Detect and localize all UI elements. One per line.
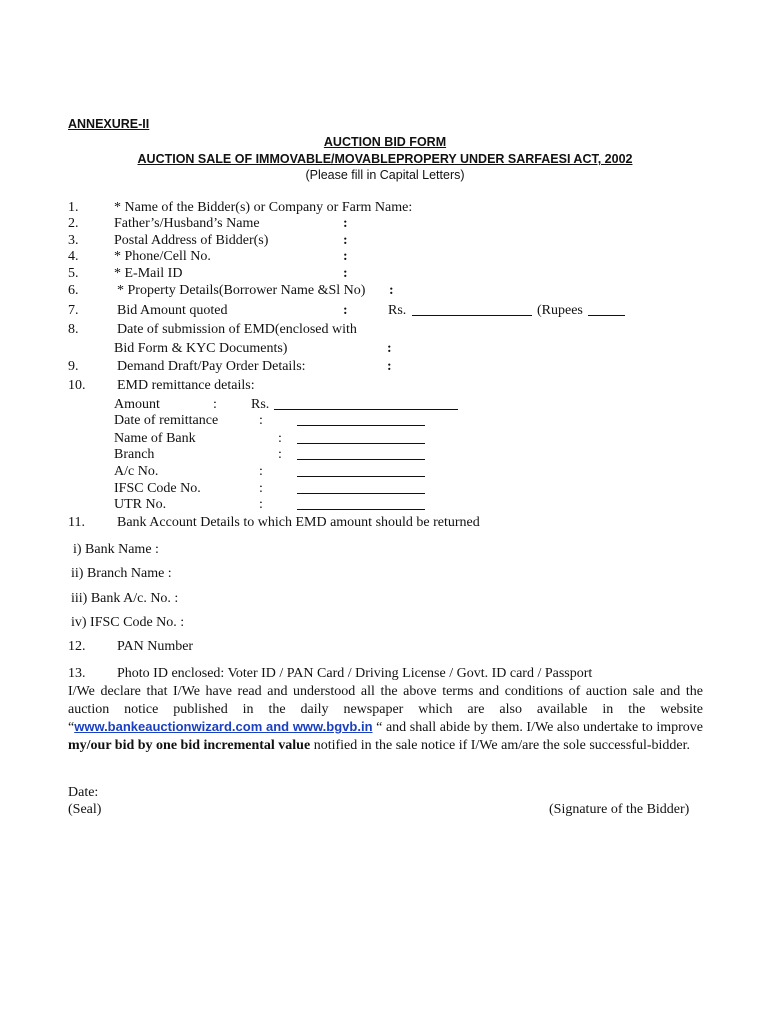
email-label: * E-Mail ID [114, 266, 183, 281]
field-colon: : [278, 431, 282, 446]
item-number: 10. [68, 378, 86, 393]
emd-ifsc-field[interactable] [297, 481, 425, 494]
bid-amount-rs: Rs. [388, 303, 407, 318]
bid-amount-field[interactable] [412, 303, 532, 316]
annexure-label: ANNEXURE-II [68, 117, 150, 131]
field-colon: : [389, 283, 394, 298]
father-husband-name-label: Father’s/Husband’s Name [114, 216, 260, 231]
postal-address-label: Postal Address of Bidder(s) [114, 233, 269, 248]
fill-instruction: (Please fill in Capital Letters) [305, 168, 465, 182]
emd-ac-field[interactable] [297, 464, 425, 477]
declaration-text: notified in the sale notice if I/We am/are the sole successful-bidder. [310, 737, 691, 753]
emd-branch-field[interactable] [297, 447, 425, 460]
item-number: 2. [68, 216, 79, 231]
refund-branch-name-label: ii) Branch Name : [71, 566, 172, 581]
emd-submission-date-label-cont: Bid Form & KYC Documents) [114, 341, 288, 356]
field-colon: : [343, 216, 348, 231]
field-colon: : [259, 497, 263, 512]
item-number: 7. [68, 303, 79, 318]
field-colon: : [343, 303, 348, 318]
field-colon: : [387, 359, 392, 374]
emd-branch-label: Branch [114, 447, 155, 462]
rupees-words-field[interactable] [588, 303, 625, 316]
emd-date-label: Date of remittance [114, 413, 219, 428]
seal-label: (Seal) [68, 802, 102, 817]
refund-ifsc-label: iv) IFSC Code No. : [71, 615, 185, 630]
refund-bank-ac-label: iii) Bank A/c. No. : [71, 591, 179, 606]
rupees-label: (Rupees [537, 303, 583, 318]
item-number: 6. [68, 283, 79, 298]
emd-amount-rs: Rs. [251, 397, 270, 412]
form-subtitle: AUCTION SALE OF IMMOVABLE/MOVABLEPROPERY UNDER SARFAESI ACT, 2002 [137, 152, 633, 166]
item-number: 12. [68, 639, 86, 654]
emd-ifsc-label: IFSC Code No. [114, 481, 201, 496]
declaration-text: “ and shall abide by them. I/We also undertake to improve [372, 720, 704, 735]
declaration-paragraph [68, 683, 703, 754]
emd-ac-label: A/c No. [114, 464, 159, 479]
field-colon: : [259, 413, 263, 428]
field-colon: : [343, 233, 348, 248]
field-colon: : [343, 266, 348, 281]
demand-draft-label: Demand Draft/Pay Order Details: [117, 359, 306, 374]
property-details-label: * Property Details(Borrower Name &Sl No) [117, 283, 366, 298]
field-colon: : [343, 249, 348, 264]
website-link[interactable]: www.bankeauctionwizard.com and www.bgvb.in [74, 719, 373, 734]
field-colon: : [259, 481, 263, 496]
item-number: 1. [68, 200, 79, 215]
form-title: AUCTION BID FORM [323, 135, 447, 149]
declaration-text: I/We declare that I/We have read and understood all the above terms and conditions of auction sale and the auction notice published in the daily newspaper which are also available in the website “ [68, 684, 703, 735]
photo-id-label: Photo ID enclosed: Voter ID / PAN Card / Driving License / Govt. ID card / Passport [117, 666, 593, 681]
declaration-bold-text: my/our bid by one bid incremental value [68, 737, 311, 753]
emd-date-field[interactable] [297, 413, 425, 426]
item-number: 13. [68, 666, 86, 681]
item-number: 5. [68, 266, 79, 281]
emd-submission-date-label: Date of submission of EMD(enclosed with [117, 322, 357, 337]
emd-remittance-label: EMD remittance details: [117, 378, 255, 393]
emd-bank-label: Name of Bank [114, 431, 196, 446]
field-colon: : [259, 464, 263, 479]
emd-utr-label: UTR No. [114, 497, 167, 512]
item-number: 3. [68, 233, 79, 248]
bid-amount-label: Bid Amount quoted [117, 303, 228, 318]
item-number: 8. [68, 322, 79, 337]
refund-bank-name-label: i) Bank Name : [73, 542, 159, 557]
emd-bank-field[interactable] [297, 431, 425, 444]
refund-account-label: Bank Account Details to which EMD amount should be returned [117, 515, 480, 530]
item-number: 11. [68, 515, 85, 530]
emd-utr-field[interactable] [297, 497, 425, 510]
field-colon: : [213, 397, 217, 412]
field-colon: : [278, 447, 282, 462]
item-number: 9. [68, 359, 79, 374]
emd-amount-field[interactable] [274, 397, 458, 410]
field-colon: : [387, 341, 392, 356]
bidder-name-label: * Name of the Bidder(s) or Company or Farm Name: [114, 200, 413, 215]
pan-number-label: PAN Number [117, 639, 194, 654]
signature-label: (Signature of the Bidder) [549, 802, 690, 817]
phone-label: * Phone/Cell No. [114, 249, 211, 264]
item-number: 4. [68, 249, 79, 264]
emd-amount-label: Amount [114, 397, 160, 412]
date-label: Date: [68, 785, 99, 800]
